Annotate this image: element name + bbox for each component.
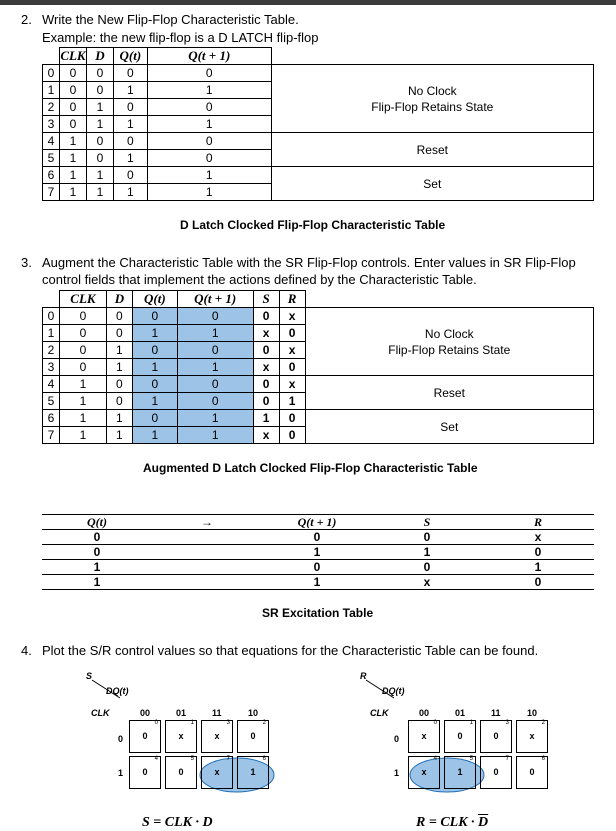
minterm-number: 6	[262, 756, 266, 762]
cell: 1	[147, 167, 271, 184]
cell: 1	[106, 427, 132, 444]
table-row	[42, 530, 594, 545]
s-cell: x	[253, 427, 279, 444]
q2-example: Example: the new flip-flop is a D LATCH flip-flop	[42, 30, 319, 45]
minterm-number: 0	[433, 720, 437, 726]
cell: 0	[113, 167, 147, 184]
minterm-number: 5	[469, 756, 473, 762]
cell: 0	[132, 410, 177, 427]
r-cell: 0	[279, 427, 305, 444]
cell: 0	[106, 325, 132, 342]
table-row	[43, 133, 594, 150]
header-qt: Q(t)	[42, 515, 152, 530]
q2-caption: D Latch Clocked Flip-Flop Characteristic Table	[180, 218, 446, 232]
cell-value: x	[214, 767, 220, 777]
cell: 0	[482, 575, 594, 590]
arrow-icon: →	[152, 515, 262, 530]
equation-d-bar: $\overline{D}$	[478, 815, 489, 830]
q3-caption: Augmented D Latch Clocked Flip-Flop Characteristic Table	[143, 461, 478, 475]
header-qt1: Q(t + 1)	[177, 291, 253, 308]
cell: 1	[262, 545, 372, 560]
cell: 1	[113, 82, 147, 99]
table-row	[42, 560, 594, 575]
cell-value: 0	[457, 731, 463, 741]
minterm-number: 0	[154, 720, 158, 726]
kmap-row-label: 1	[118, 768, 124, 778]
cell: 0	[482, 545, 594, 560]
row-index: 4	[43, 133, 60, 150]
cell: 0	[113, 65, 147, 82]
cell: 1	[147, 82, 271, 99]
cell: 0	[147, 133, 271, 150]
cell: 0	[59, 99, 86, 116]
cell: 0	[132, 376, 177, 393]
cell: 0	[106, 393, 132, 410]
cell-value: 0	[493, 767, 499, 777]
row-index: 5	[43, 393, 60, 410]
kmap-cell	[480, 756, 512, 789]
cell: 1	[42, 575, 152, 590]
header-qt: Q(t)	[113, 48, 147, 65]
cell: 1	[59, 167, 86, 184]
minterm-number: 2	[262, 720, 266, 726]
row-index: 6	[43, 167, 60, 184]
kmap-row-var: CLK	[370, 708, 389, 718]
row-index: 7	[43, 184, 60, 201]
r-cell: 1	[279, 393, 305, 410]
cell: 1	[59, 133, 86, 150]
cell: 0	[177, 342, 253, 359]
minterm-number: 1	[469, 720, 473, 726]
q2-characteristic-table	[42, 47, 594, 201]
cell: 1	[86, 167, 113, 184]
kmap-cell	[444, 756, 476, 789]
cell-value: 0	[178, 767, 184, 777]
header-r: R	[279, 291, 305, 308]
kmap-cell	[237, 720, 269, 753]
kmap-s	[82, 670, 312, 830]
note-no-clock	[305, 308, 593, 376]
cell-value: 0	[250, 731, 256, 741]
s-cell: 0	[253, 376, 279, 393]
header-r: R	[482, 515, 594, 530]
cell: 0	[42, 530, 152, 545]
kmap-cell	[516, 756, 548, 789]
cell-value: x	[421, 767, 427, 777]
table-row	[43, 308, 594, 325]
cell: 0	[262, 560, 372, 575]
cell: 1	[59, 376, 106, 393]
kmap-col-label: 01	[455, 708, 466, 718]
header-qt1: Q(t + 1)	[262, 515, 372, 530]
header-s: S	[253, 291, 279, 308]
cell: 1	[59, 427, 106, 444]
header-clk: CLK	[59, 291, 106, 308]
cell-value: x	[529, 731, 535, 741]
cell: 0	[372, 560, 482, 575]
row-index: 7	[43, 427, 60, 444]
cell: 1	[86, 116, 113, 133]
kmap-cell	[444, 720, 476, 753]
r-cell: 0	[279, 359, 305, 376]
header-qt1: Q(t + 1)	[147, 48, 271, 65]
cell: 1	[132, 393, 177, 410]
r-cell: x	[279, 308, 305, 325]
note-no-clock	[271, 65, 593, 133]
s-cell: 0	[253, 393, 279, 410]
s-cell: x	[253, 325, 279, 342]
row-index: 1	[43, 82, 60, 99]
cell: 0	[177, 376, 253, 393]
kmap-cell	[516, 720, 548, 753]
kmap-cell	[129, 756, 161, 789]
kmap-cell	[480, 720, 512, 753]
note-line: Flip-Flop Retains State	[388, 342, 511, 357]
cell: 1	[113, 116, 147, 133]
cell: 1	[177, 359, 253, 376]
cell: 0	[113, 133, 147, 150]
q3-number: 3.	[21, 255, 32, 270]
kmap-cell	[201, 756, 233, 789]
cell: 1	[59, 393, 106, 410]
table-header-row	[42, 515, 594, 530]
q3-text-line2: control fields that implement the actions defined by the Characteristic Table.	[42, 272, 477, 287]
cell: 0	[147, 65, 271, 82]
cell: 0	[106, 308, 132, 325]
minterm-number: 2	[541, 720, 545, 726]
cell: 1	[177, 427, 253, 444]
cell: 0	[106, 376, 132, 393]
kmap-s-equation: S = CLK · D	[142, 815, 213, 830]
header-s: S	[372, 515, 482, 530]
row-index: 5	[43, 150, 60, 167]
r-cell: x	[279, 342, 305, 359]
minterm-number: 7	[226, 756, 230, 762]
kmap-cell	[201, 720, 233, 753]
row-index: 4	[43, 376, 60, 393]
kmap-cell	[237, 756, 269, 789]
cell: 0	[132, 342, 177, 359]
table-row	[43, 65, 594, 82]
cell: 0	[59, 116, 86, 133]
cell-value: 0	[142, 767, 148, 777]
kmap-corner-label: R	[360, 671, 367, 681]
note-line: Flip-Flop Retains State	[371, 99, 494, 114]
cell: 0	[86, 150, 113, 167]
cell: 1	[59, 184, 86, 201]
table-row	[42, 575, 594, 590]
note-line: No Clock	[424, 326, 474, 341]
kmap-r-equation	[416, 815, 488, 831]
row-index: 2	[43, 342, 60, 359]
kmap-col-label: 00	[140, 708, 151, 718]
cell: 0	[59, 325, 106, 342]
sr-excitation-table	[42, 514, 594, 590]
minterm-number: 7	[505, 756, 509, 762]
table-row	[43, 376, 594, 393]
cell: 0	[86, 82, 113, 99]
cell: 0	[86, 133, 113, 150]
r-cell: 0	[279, 410, 305, 427]
cell: 0	[86, 65, 113, 82]
cell: 0	[177, 308, 253, 325]
minterm-number: 4	[433, 756, 437, 762]
cell: 1	[42, 560, 152, 575]
kmap-col-label: 11	[212, 708, 222, 718]
minterm-number: 6	[541, 756, 545, 762]
kmap-col-var: DQ(t)	[106, 686, 129, 696]
cell: 1	[482, 560, 594, 575]
cell: 0	[59, 342, 106, 359]
note-line: No Clock	[407, 83, 457, 98]
minterm-number: 5	[190, 756, 194, 762]
cell: x	[482, 530, 594, 545]
cell-value: x	[214, 731, 220, 741]
q3-augmented-table	[42, 290, 594, 444]
header-d: D	[86, 48, 113, 65]
cell: 1	[132, 359, 177, 376]
header-clk: CLK	[60, 48, 86, 63]
header-d: D	[106, 291, 132, 308]
cell: 1	[106, 342, 132, 359]
cell: 1	[106, 410, 132, 427]
cell: 1	[147, 184, 271, 201]
cell-value: 0	[529, 767, 535, 777]
note-reset: Reset	[271, 133, 593, 167]
cell: 1	[372, 545, 482, 560]
cell: 0	[59, 308, 106, 325]
kmap-row-label: 1	[394, 768, 400, 778]
minterm-number: 3	[505, 720, 509, 726]
note-set: Set	[305, 410, 593, 444]
kmap-col-var: DQ(t)	[382, 686, 405, 696]
kmap-cell	[408, 720, 440, 753]
cell: 0	[177, 393, 253, 410]
q2-text: Write the New Flip-Flop Characteristic Table.	[42, 12, 299, 27]
table-row	[43, 410, 594, 427]
cell: 0	[59, 65, 86, 82]
row-index: 1	[43, 325, 60, 342]
kmap-col-label: 10	[527, 708, 538, 718]
cell: 0	[113, 99, 147, 116]
cell: 1	[177, 410, 253, 427]
table-header-row	[43, 48, 594, 65]
cell: 0	[372, 530, 482, 545]
cell	[152, 560, 262, 575]
cell: 1	[86, 184, 113, 201]
cell: 1	[147, 116, 271, 133]
row-index: 2	[43, 99, 60, 116]
cell: 1	[86, 99, 113, 116]
s-cell: x	[253, 359, 279, 376]
table-row	[42, 545, 594, 560]
cell: 0	[42, 545, 152, 560]
table-row	[43, 167, 594, 184]
cell: 1	[132, 325, 177, 342]
cell: 1	[177, 325, 253, 342]
cell: x	[372, 575, 482, 590]
cell: 1	[262, 575, 372, 590]
s-cell: 0	[253, 342, 279, 359]
r-cell: x	[279, 376, 305, 393]
note-reset: Reset	[305, 376, 593, 410]
cell-value: 1	[250, 767, 256, 777]
cell: 0	[59, 359, 106, 376]
kmap-cell	[408, 756, 440, 789]
minterm-number: 3	[226, 720, 230, 726]
kmap-col-label: 11	[491, 708, 501, 718]
cell: 1	[113, 150, 147, 167]
table-header-row	[43, 291, 594, 308]
row-index: 3	[43, 116, 60, 133]
cell: 0	[132, 308, 177, 325]
cell: 0	[147, 150, 271, 167]
row-index: 6	[43, 410, 60, 427]
cell	[152, 575, 262, 590]
minterm-number: 4	[154, 756, 158, 762]
row-index: 0	[43, 65, 60, 82]
kmap-cell	[129, 720, 161, 753]
equation-prefix: R = CLK ·	[416, 815, 479, 830]
s-cell: 1	[253, 410, 279, 427]
kmap-row-label: 0	[118, 734, 124, 744]
kmap-cell	[165, 756, 197, 789]
row-index: 0	[43, 308, 60, 325]
kmap-col-label: 10	[248, 708, 259, 718]
kmap-r	[356, 670, 596, 830]
cell: 1	[106, 359, 132, 376]
kmap-cell	[165, 720, 197, 753]
kmap-col-label: 00	[419, 708, 430, 718]
cell-value: 0	[493, 731, 499, 741]
kmap-col-label: 01	[176, 708, 187, 718]
cell-value: 0	[142, 731, 148, 741]
header-qt: Q(t)	[132, 291, 177, 308]
top-border	[0, 0, 616, 5]
q2-number: 2.	[21, 12, 32, 27]
cell: 1	[113, 184, 147, 201]
kmap-row-label: 0	[394, 734, 400, 744]
q4-text: Plot the S/R control values so that equations for the Characteristic Table can be found.	[42, 643, 539, 658]
s-cell: 0	[253, 308, 279, 325]
cell	[152, 530, 262, 545]
q4-number: 4.	[21, 643, 32, 658]
cell: 0	[262, 530, 372, 545]
row-index: 3	[43, 359, 60, 376]
cell: 0	[59, 82, 86, 99]
kmap-row-var: CLK	[91, 708, 110, 718]
cell-value: x	[178, 731, 184, 741]
q3-text-line1: Augment the Characteristic Table with the SR Flip-Flop controls. Enter values in SR Flip-Flop	[42, 255, 576, 270]
minterm-number: 1	[190, 720, 194, 726]
cell: 1	[132, 427, 177, 444]
cell: 1	[59, 150, 86, 167]
excitation-caption: SR Excitation Table	[262, 606, 374, 620]
note-set: Set	[271, 167, 593, 201]
cell: 1	[59, 410, 106, 427]
cell-value: x	[421, 731, 427, 741]
r-cell: 0	[279, 325, 305, 342]
kmap-corner-label: S	[86, 671, 93, 681]
cell	[152, 545, 262, 560]
cell-value: 1	[457, 767, 463, 777]
cell: 0	[147, 99, 271, 116]
